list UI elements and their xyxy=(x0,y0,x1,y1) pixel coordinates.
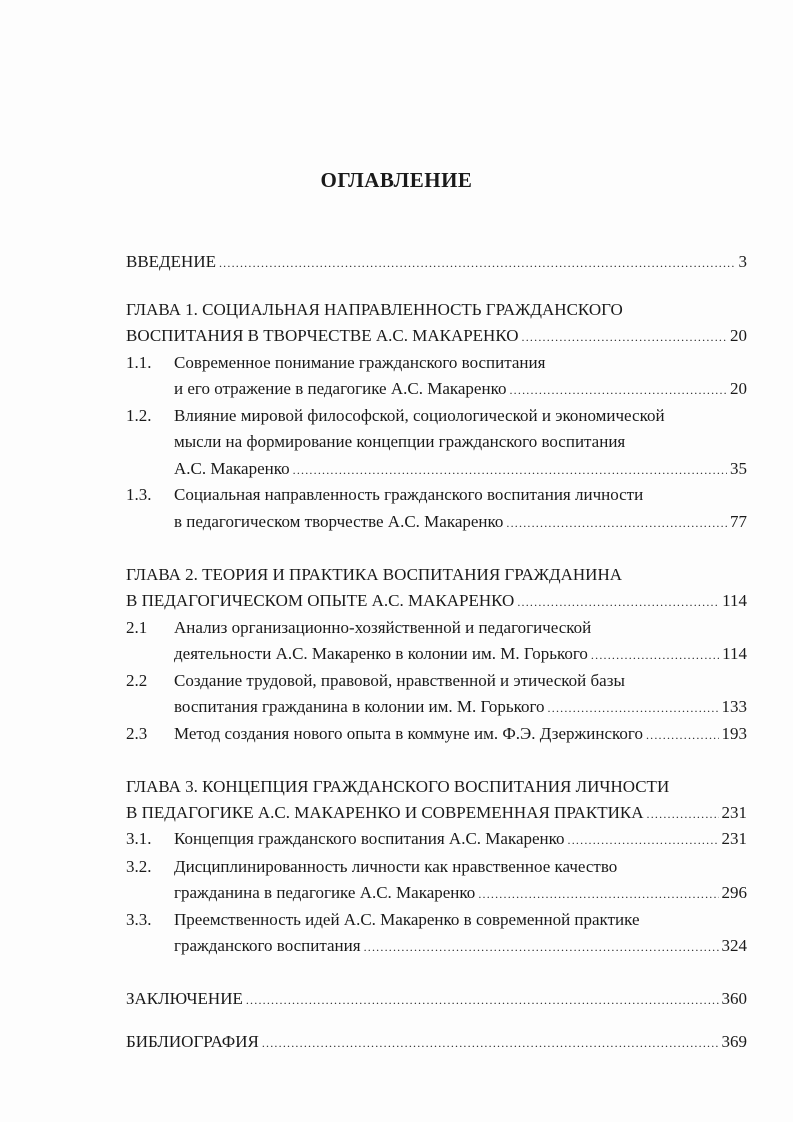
section-3-2-text[interactable]: Дисциплинированность личности как нравственное качество xyxy=(174,857,618,876)
toc-label: ЗАКЛЮЧЕНИЕ xyxy=(126,989,243,1008)
section-number: 3.2. xyxy=(126,857,152,876)
dot-leader xyxy=(646,722,719,748)
dot-leader xyxy=(591,642,719,668)
dot-leader xyxy=(293,457,727,483)
toc-label: гражданина в педагогике А.С. Макаренко xyxy=(174,883,476,902)
dot-leader xyxy=(506,510,727,536)
section-number: 1.1. xyxy=(126,353,152,372)
section-number: 2.3 xyxy=(126,724,148,743)
toc-label: ВВЕДЕНИЕ xyxy=(126,252,216,271)
toc-label: гражданского воспитания xyxy=(174,936,361,955)
toc-entry-section-2-2[interactable] xyxy=(174,694,747,720)
section-1-2-text[interactable]: мысли на формирование концепции гражданского воспитания xyxy=(174,432,626,451)
toc-label: в педагогическом творчестве А.С. Макаренко xyxy=(174,512,504,531)
toc-label: деятельности А.С. Макаренко в колонии им. М. Горького xyxy=(174,644,588,663)
toc-page: 3 xyxy=(738,252,747,271)
toc-page: 114 xyxy=(722,591,747,610)
toc-page: 369 xyxy=(721,1032,747,1051)
toc-label: В ПЕДАГОГИЧЕСКОМ ОПЫТЕ А.С. МАКАРЕНКО xyxy=(126,591,515,610)
toc-entry-section-1-2[interactable] xyxy=(174,456,747,482)
toc-page: 231 xyxy=(721,803,747,822)
section-number: 3.1. xyxy=(126,829,152,848)
dot-leader xyxy=(246,987,719,1013)
section-number: 1.2. xyxy=(126,406,152,425)
dot-leader xyxy=(647,801,719,827)
toc-entry-section-1-1[interactable] xyxy=(174,376,747,402)
toc-page: 133 xyxy=(721,697,747,716)
toc-entry-chapter-3[interactable] xyxy=(126,800,747,826)
toc-page: 360 xyxy=(721,989,747,1008)
dot-leader xyxy=(364,934,719,960)
toc-entry-chapter-1[interactable] xyxy=(126,323,747,349)
section-1-3-text[interactable]: Социальная направленность гражданского воспитания личности xyxy=(174,485,644,504)
toc-label: А.С. Макаренко xyxy=(174,459,290,478)
toc-page: 296 xyxy=(721,883,747,902)
dot-leader xyxy=(517,589,719,615)
toc-entry-section-3-1[interactable] xyxy=(174,826,747,852)
section-number: 3.3. xyxy=(126,910,152,929)
toc-entry-section-3-2[interactable] xyxy=(174,880,747,906)
section-3-3-text[interactable]: Преемственность идей А.С. Макаренко в современной практике xyxy=(174,910,640,929)
toc-page: 193 xyxy=(721,724,747,743)
toc-entry-intro[interactable] xyxy=(126,249,747,275)
dot-leader xyxy=(509,377,727,403)
toc-label: Концепция гражданского воспитания А.С. Макаренко xyxy=(174,829,565,848)
dot-leader xyxy=(262,1030,719,1056)
toc-page: 20 xyxy=(730,326,747,345)
toc-label: ВОСПИТАНИЯ В ТВОРЧЕСТВЕ А.С. МАКАРЕНКО xyxy=(126,326,519,345)
toc-label: Метод создания нового опыта в коммуне им. Ф.Э. Дзержинского xyxy=(174,724,643,743)
toc-page: 35 xyxy=(730,459,747,478)
page-title: ОГЛАВЛЕНИЕ xyxy=(320,168,473,192)
toc-entry-bibliography[interactable] xyxy=(126,1029,747,1055)
toc-page: 114 xyxy=(722,644,747,663)
toc-page: 324 xyxy=(721,936,747,955)
toc-label: БИБЛИОГРАФИЯ xyxy=(126,1032,259,1051)
dot-leader xyxy=(522,324,727,350)
toc-entry-chapter-2[interactable] xyxy=(126,588,747,614)
section-number: 2.2 xyxy=(126,671,148,690)
section-2-2-text[interactable]: Создание трудовой, правовой, нравственной и этической базы xyxy=(174,671,625,690)
toc-label: В ПЕДАГОГИКЕ А.С. МАКАРЕНКО И СОВРЕМЕННАЯ ПРАКТИКА xyxy=(126,803,644,822)
toc-page: 231 xyxy=(721,829,747,848)
toc-entry-section-2-3[interactable] xyxy=(174,721,747,747)
toc-label: и его отражение в педагогике А.С. Макаренко xyxy=(174,379,507,398)
chapter-1-heading[interactable]: ГЛАВА 1. СОЦИАЛЬНАЯ НАПРАВЛЕННОСТЬ ГРАЖДАНСКОГО xyxy=(126,300,623,319)
dot-leader xyxy=(219,250,736,276)
dot-leader xyxy=(548,695,719,721)
toc-label: воспитания гражданина в колонии им. М. Горького xyxy=(174,697,545,716)
toc-entry-section-1-3[interactable] xyxy=(174,509,747,535)
toc-entry-conclusion[interactable] xyxy=(126,986,747,1012)
dot-leader xyxy=(478,881,718,907)
toc-page: 20 xyxy=(730,379,747,398)
toc-entry-section-2-1[interactable] xyxy=(174,641,747,667)
section-1-1-text[interactable]: Современное понимание гражданского воспитания xyxy=(174,353,546,372)
chapter-2-heading[interactable]: ГЛАВА 2. ТЕОРИЯ И ПРАКТИКА ВОСПИТАНИЯ ГРАЖДАНИНА xyxy=(126,565,623,584)
toc-page: 77 xyxy=(730,512,747,531)
section-number: 1.3. xyxy=(126,485,152,504)
section-1-2-text[interactable]: Влияние мировой философской, социологической и экономической xyxy=(174,406,665,425)
section-2-1-text[interactable]: Анализ организационно-хозяйственной и педагогической xyxy=(174,618,592,637)
toc-entry-section-3-3[interactable] xyxy=(174,933,747,959)
section-number: 2.1 xyxy=(126,618,148,637)
dot-leader xyxy=(568,827,719,853)
chapter-3-heading[interactable]: ГЛАВА 3. КОНЦЕПЦИЯ ГРАЖДАНСКОГО ВОСПИТАНИЯ ЛИЧНОСТИ xyxy=(126,777,670,796)
